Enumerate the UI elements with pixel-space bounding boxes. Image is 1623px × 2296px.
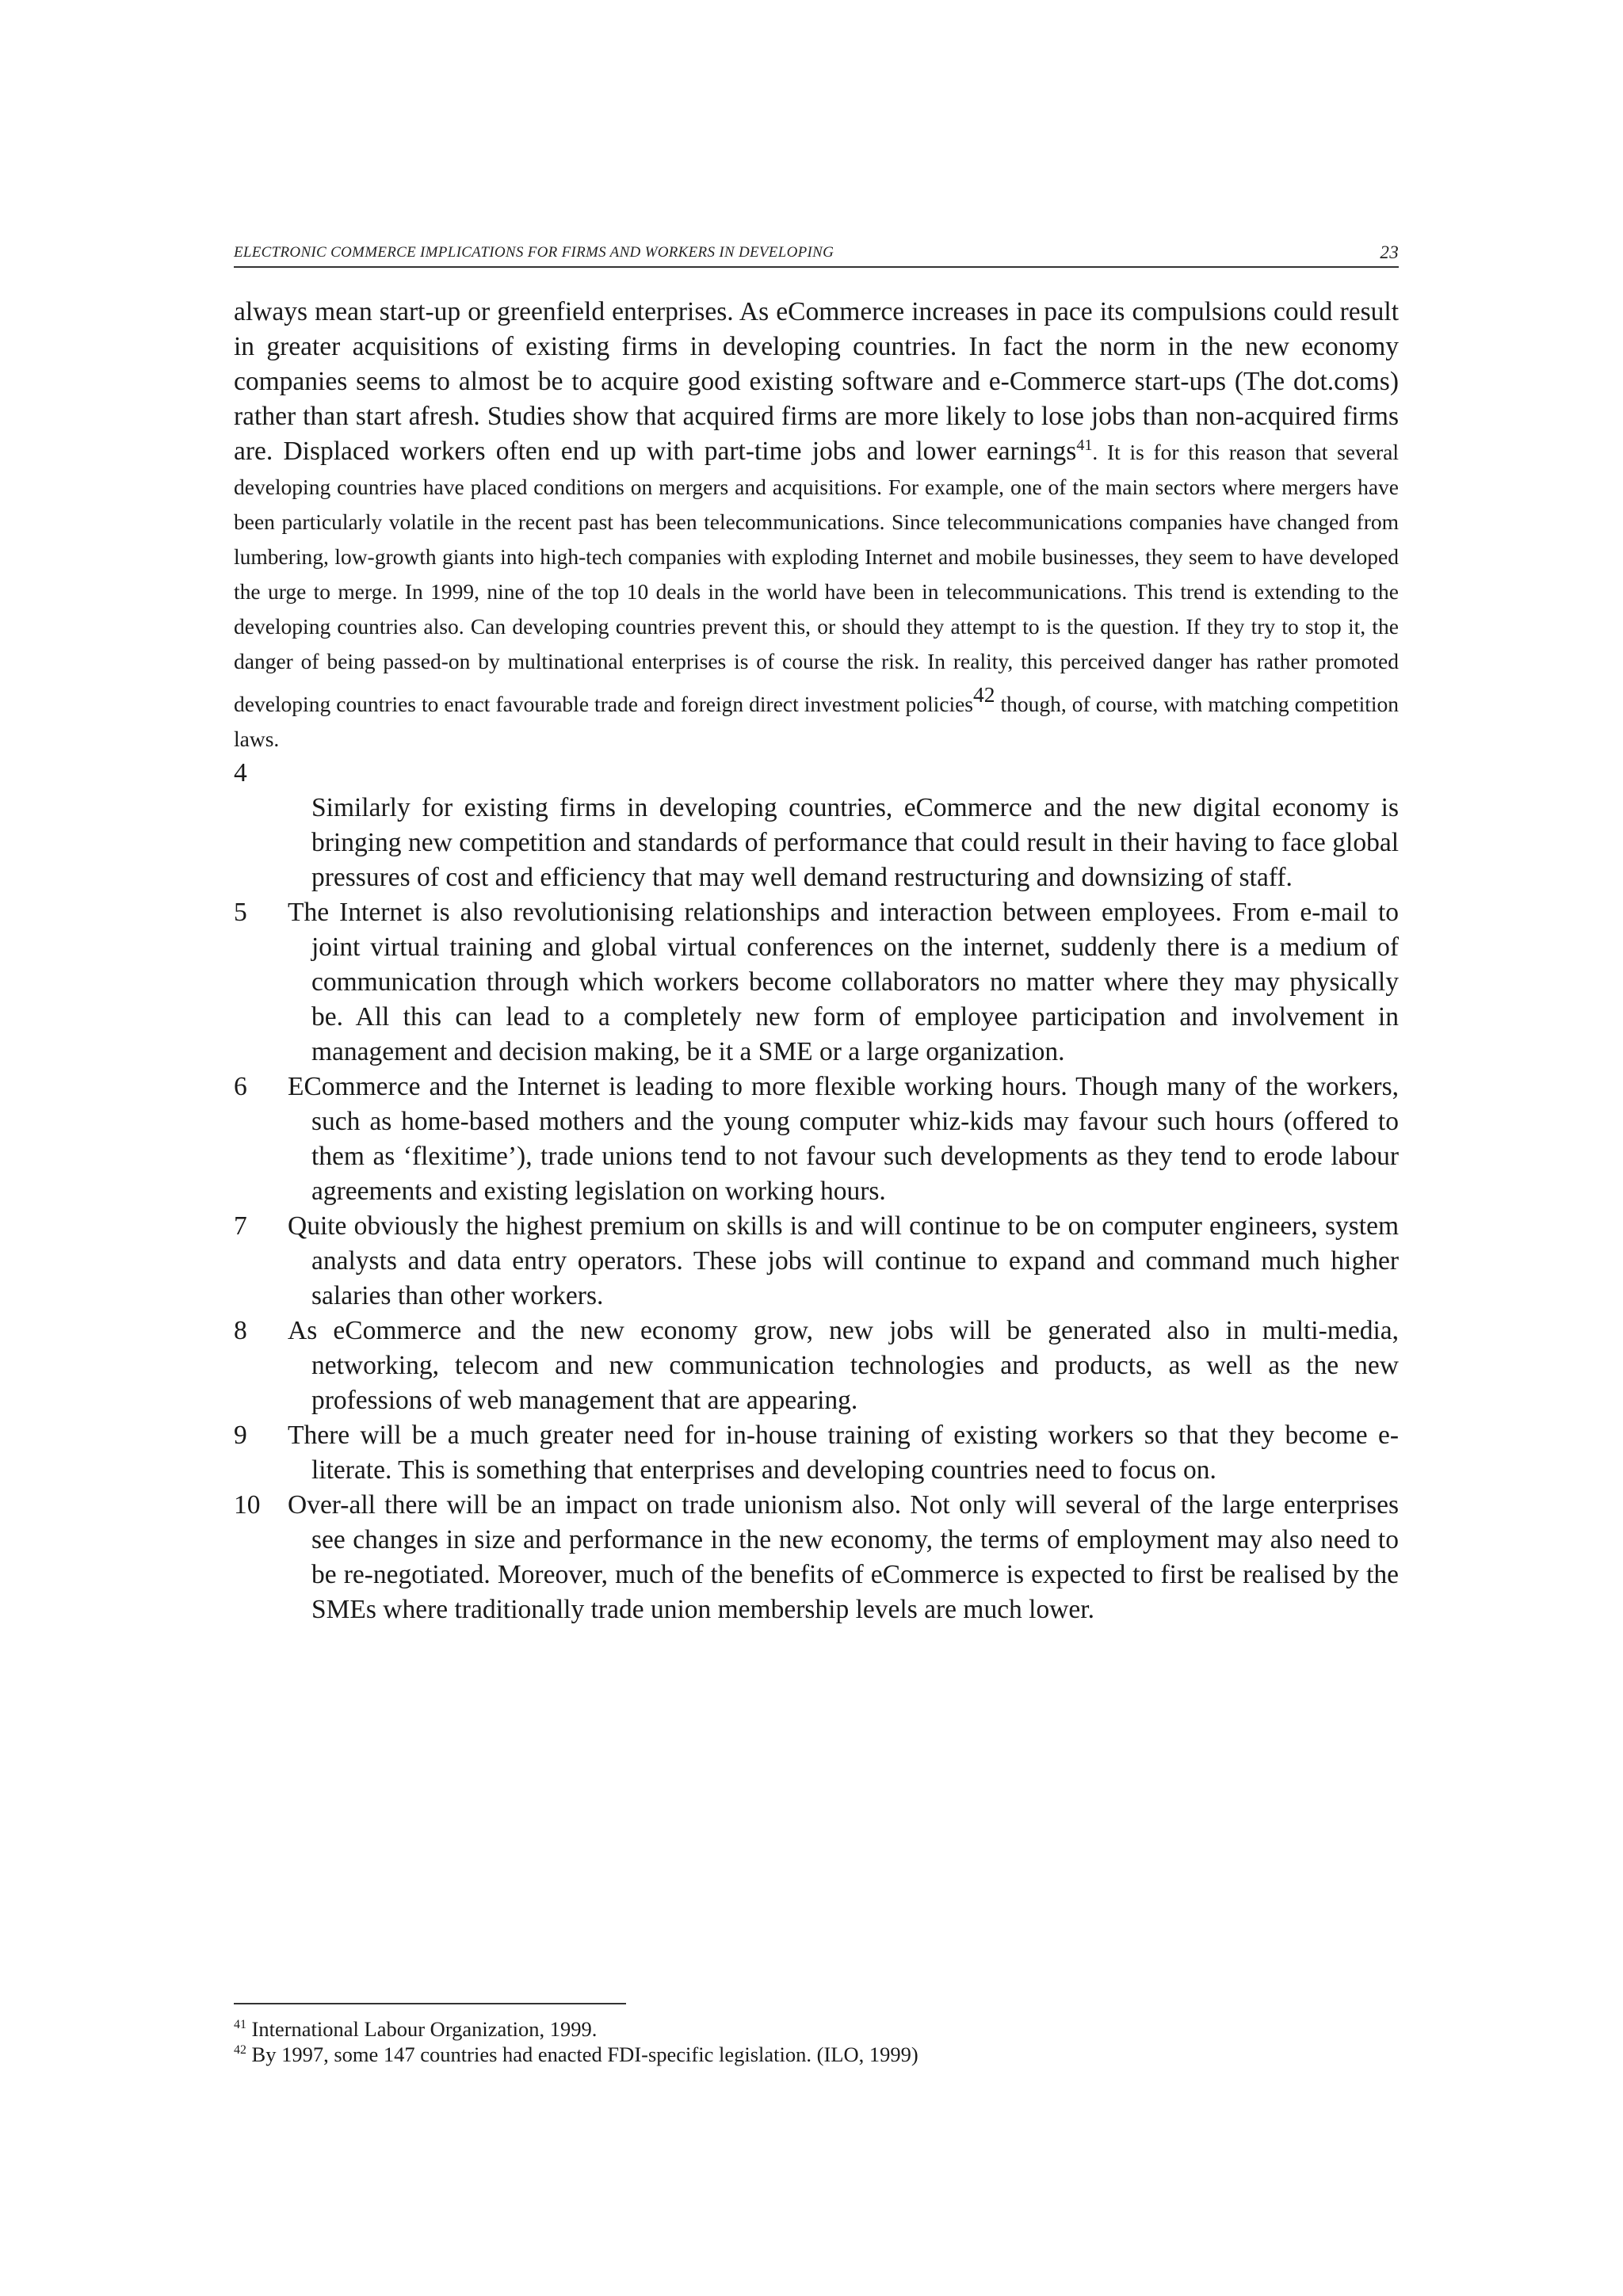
- list-item-number: 5: [234, 898, 247, 928]
- list-item-number: 6: [234, 1072, 247, 1102]
- list-item-number: 10: [234, 1490, 261, 1520]
- footnote: [234, 2016, 1399, 2042]
- footnote-text: By 1997, some 147 countries had enacted FDI-specific legislation. (ILO, 1999): [246, 2042, 918, 2066]
- footnote-marker: 42: [234, 2043, 246, 2058]
- list-item-text: Quite obviously the highest premium on skills is and will continue to be on computer engineers, system analysts and data entry operators. These jobs will continue to expand and command much higher salaries than other workers.: [288, 1211, 1399, 1311]
- list-item: [234, 1070, 1399, 1209]
- body-text: [234, 295, 1399, 1627]
- list-item-text: There will be a much greater need for in-house training of existing workers so that they become e-literate. This is something that enterprises and developing countries need to focus on.: [288, 1421, 1399, 1486]
- list-item: [234, 1488, 1399, 1627]
- intro-text-part2: . It is for this reason that several developing countries have placed conditions on mergers and acquisitions. For example, one of the main sectors where mergers have been particularly volatile in the recent past has been telecommunications. Since telecommunications companies have changed from lumbering, low-growth giants into high-tech companies with exploding Internet and mobile businesses, they seem to have developed the urge to merge. In 1999, nine of the top 10 deals in the world have been in telecommunications. This trend is extending to the developing countries also. Can developing countries prevent this, or should they attempt to is the question. If they try to stop it, the danger of being passed-on by multinational enterprises is of course the risk. In reality, this perceived danger has rather promoted developing countries to enact favourable trade and foreign direct investment policies: [234, 440, 1399, 717]
- intro-paragraph: [234, 295, 1399, 756]
- footnote-marker: 41: [234, 2018, 246, 2032]
- list-item-text: As eCommerce and the new economy grow, new jobs will be generated also in multi-media, networking, telecom and new communication technologies and products, as well as the new professions of web management that are appearing.: [288, 1316, 1399, 1416]
- footnote-ref-41: 41: [1076, 436, 1093, 454]
- list-item: [234, 895, 1399, 1070]
- footnote-divider: [234, 2003, 626, 2004]
- footnote-text: International Labour Organization, 1999.: [246, 2017, 598, 2041]
- intro-text-part3: though, of course, with matching competition laws.: [234, 692, 1399, 752]
- list-item: [234, 1209, 1399, 1314]
- list-item-number: 9: [234, 1421, 247, 1451]
- list-item-number: 7: [234, 1211, 247, 1241]
- list-item-text: The Internet is also revolutionising relationships and interaction between employees. From e-mail to joint virtual training and global virtual conferences on the internet, suddenly there is a medium of communication through which workers become collaborators no matter where they may physically be. All this can lead to a completely new form of employee participation and involvement in management and decision making, be it a SME or a large organization.: [288, 898, 1399, 1067]
- list-item-text: Similarly for existing firms in developing countries, eCommerce and the new digital economy is bringing new competition and standards of performance that could result in their having to face global pressures of cost and efficiency that may well demand restructuring and downsizing of staff.: [311, 793, 1399, 893]
- running-header-title: ELECTRONIC COMMERCE IMPLICATIONS FOR FIRMS AND WORKERS IN DEVELOPING: [234, 244, 834, 261]
- list-item: [234, 1418, 1399, 1488]
- list-item: [234, 756, 1399, 895]
- page-number: 23: [1380, 242, 1399, 262]
- footnote-ref-42: 42: [973, 682, 995, 707]
- running-header: [234, 242, 1399, 268]
- list-item-text: ECommerce and the Internet is leading to more flexible working hours. Though many of the workers, such as home-based mothers and the young computer whiz-kids may favour such hours (offered to them as ‘flexitime’), trade unions tend to not favour such developments as they tend to erode labour agreements and existing legislation on working hours.: [288, 1072, 1399, 1207]
- footnotes: [234, 2016, 1399, 2067]
- footnote: [234, 2042, 1399, 2067]
- list-item: [234, 1314, 1399, 1418]
- list-item-number: 8: [234, 1316, 247, 1346]
- list-item-number: 4: [234, 758, 247, 788]
- list-item-text: Over-all there will be an impact on trade unionism also. Not only will several of the large enterprises see changes in size and performance in the new economy, the terms of employment may also need to be re-negotiated. Moreover, much of the benefits of eCommerce is expected to first be realised by the SMEs where traditionally trade union membership levels are much lower.: [288, 1490, 1399, 1625]
- intro-text-part1: always mean start-up or greenfield enterprises. As eCommerce increases in pace its compulsions could result in greater acquisitions of existing firms in developing countries. In fact the norm in the new economy companies seems to almost be to acquire good existing software and e-Commerce start-ups (The dot.coms) rather than start afresh. Studies show that acquired firms are more likely to lose jobs than non-acquired firms are. Displaced workers often end up with part-time jobs and lower earnings: [234, 297, 1399, 466]
